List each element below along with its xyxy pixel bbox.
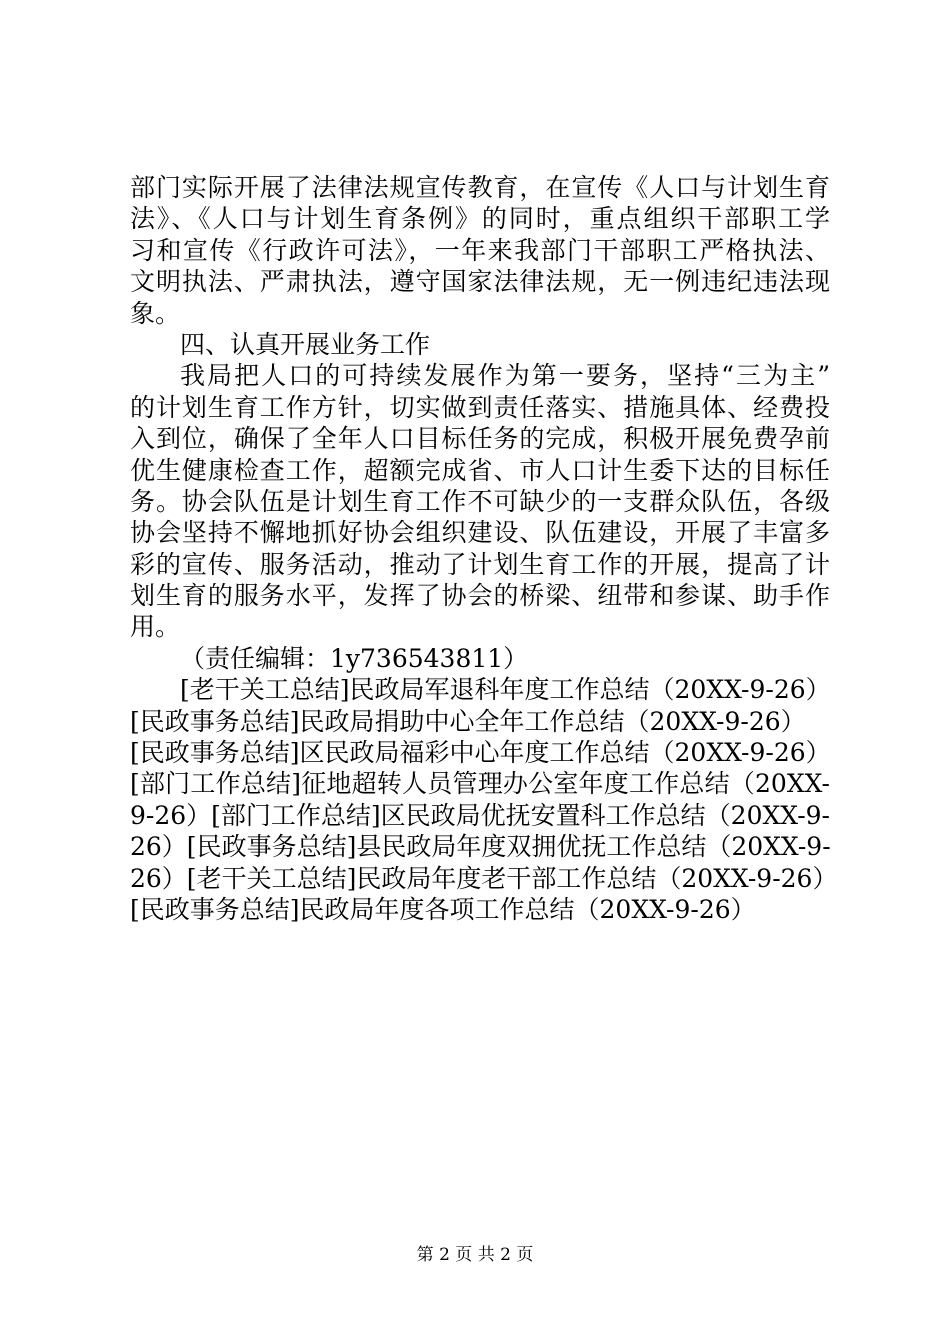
related-link[interactable]: [部门工作总结]征地超转人员管理办公室年度工作总结（20XX- bbox=[130, 769, 830, 799]
related-link[interactable]: 9-26）[部门工作总结]区民政局优抚安置科工作总结（20XX-9- bbox=[130, 800, 830, 830]
related-link[interactable]: 26）[民政事务总结]县民政局年度双拥优抚工作总结（20XX-9- bbox=[130, 832, 831, 862]
related-link[interactable]: [民政事务总结]民政局捐助中心全年工作总结（20XX-9-26） bbox=[130, 706, 806, 736]
related-link[interactable]: 26）[老干关工总结]民政局年度老干部工作总结（20XX-9-26） bbox=[130, 863, 838, 893]
related-link[interactable]: [老干关工总结]民政局军退科年度工作总结（20XX-9-26） bbox=[180, 675, 831, 705]
related-link[interactable]: [民政事务总结]民政局年度各项工作总结（20XX-9-26） bbox=[130, 894, 756, 924]
section-heading: 四、认真开展业务工作 bbox=[180, 329, 431, 359]
text-line: 象。 bbox=[130, 298, 181, 328]
text-line: 彩的宣传、服务活动，推动了计划生育工作的开展，提高了计 bbox=[130, 549, 830, 579]
text-line: 优生健康检查工作，超额完成省、市人口计生委下达的目标任 bbox=[130, 455, 830, 485]
related-articles bbox=[130, 674, 838, 925]
paragraph-legal-education bbox=[130, 172, 830, 329]
text-line: 协会坚持不懈地抓好协会组织建设、队伍建设，开展了丰富多 bbox=[130, 518, 830, 548]
text-line: 划生育的服务水平，发挥了协会的桥梁、纽带和参谋、助手作 bbox=[130, 581, 830, 611]
text-line: 务。协会队伍是计划生育工作不可缺少的一支群众队伍，各级 bbox=[130, 486, 830, 516]
text-line: 的计划生育工作方针，切实做到责任落实、措施具体、经费投 bbox=[130, 392, 830, 422]
text-line: 部门实际开展了法律法规宣传教育，在宣传《人口与计划生育 bbox=[130, 173, 830, 202]
text-line: 用。 bbox=[130, 612, 181, 642]
text-line: 法》、《人口与计划生育条例》的同时，重点组织干部职工学 bbox=[130, 204, 830, 234]
document-body bbox=[130, 172, 838, 925]
text-line: 入到位，确保了全年人口目标任务的完成，积极开展免费孕前 bbox=[130, 424, 830, 454]
paragraph-business-work bbox=[130, 360, 830, 643]
text-line: 我局把人口的可持续发展作为第一要务，坚持“三为主” bbox=[180, 361, 830, 391]
text-line: 习和宣传《行政许可法》，一年来我部门干部职工严格执法、 bbox=[130, 235, 830, 265]
related-link[interactable]: [民政事务总结]区民政局福彩中心年度工作总结（20XX-9-26） bbox=[130, 738, 831, 768]
editor-note: （责任编辑：1y736543811） bbox=[180, 643, 529, 673]
text-line: 文明执法、严肃执法，遵守国家法律法规，无一例违纪违法现 bbox=[130, 267, 830, 297]
page-number-footer: 第 2 页 共 2 页 bbox=[416, 1245, 534, 1265]
